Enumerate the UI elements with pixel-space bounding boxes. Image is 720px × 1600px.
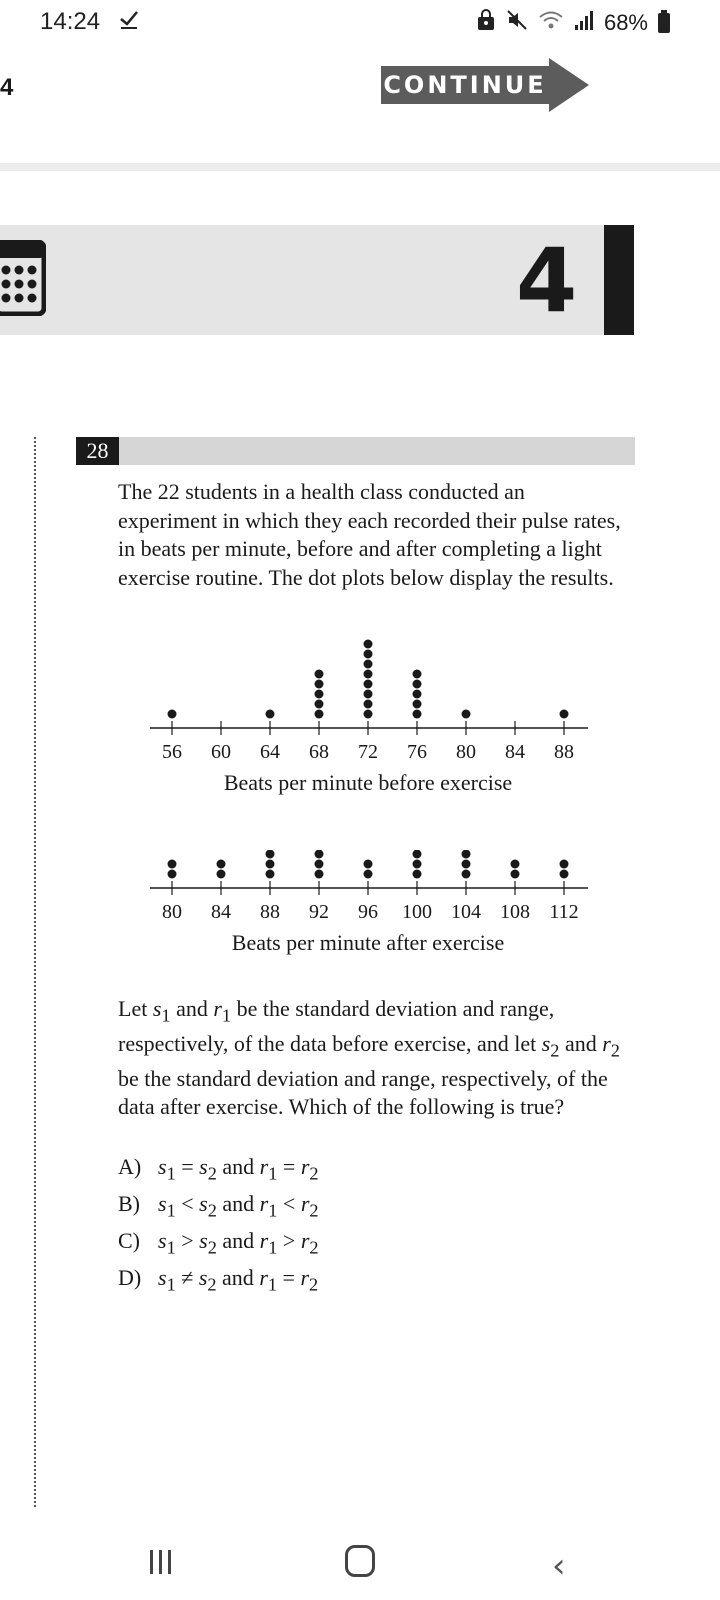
text-fragment: = [175, 1154, 200, 1179]
data-dot [462, 860, 471, 869]
data-dot [168, 710, 177, 719]
data-dot [315, 710, 324, 719]
std-dev-symbol: s [199, 1228, 208, 1253]
data-dot [364, 700, 373, 709]
subscript: 2 [550, 1040, 560, 1061]
range-symbol: r [213, 996, 222, 1021]
choice-letter: C) [118, 1228, 140, 1253]
recent-apps-icon[interactable] [148, 1548, 174, 1576]
battery-icon [658, 13, 670, 33]
tick-label: 72 [358, 741, 378, 763]
data-dot [364, 670, 373, 679]
std-dev-symbol: s [152, 996, 162, 1021]
tick-label: 84 [211, 901, 231, 923]
subscript: 1 [166, 1274, 176, 1295]
text-fragment: and [170, 996, 214, 1021]
data-dot [266, 860, 275, 869]
subscript: 1 [221, 1005, 232, 1026]
x-axis-title: Beats per minute after exercise [231, 930, 505, 955]
tick-label: 60 [211, 741, 231, 763]
status-time: 14:24 [40, 8, 101, 35]
data-dot [364, 650, 373, 659]
battery-level: 68% [603, 10, 648, 35]
range-symbol: r [602, 1030, 611, 1056]
x-axis-title: Beats per minute before exercise [223, 770, 513, 795]
std-dev-symbol: s [158, 1154, 167, 1179]
banner-bar [604, 225, 634, 335]
subscript: 1 [166, 1163, 176, 1184]
tick-label: 88 [260, 901, 280, 923]
subscript: 2 [207, 1237, 217, 1258]
dot-plot-before [150, 630, 610, 810]
lock-icon [476, 9, 496, 37]
text-fragment: and [216, 1191, 260, 1216]
data-dot [315, 860, 324, 869]
divider [0, 163, 720, 171]
continue-button[interactable]: CONTINUE [381, 66, 549, 104]
tick-label: 76 [407, 741, 427, 763]
data-dot [217, 870, 226, 879]
data-dot [217, 860, 226, 869]
tick-label: 56 [162, 741, 182, 763]
data-dot [315, 670, 324, 679]
std-dev-symbol: s [198, 1265, 208, 1290]
dot-plot-after [150, 850, 610, 970]
text-fragment: and [559, 1030, 603, 1056]
calculator-icon [0, 240, 46, 316]
subscript: 1 [166, 1237, 176, 1258]
data-dot [413, 710, 422, 719]
text-fragment: < [175, 1191, 200, 1216]
question-header [76, 437, 635, 465]
tick-label: 108 [500, 901, 530, 923]
text-fragment: and [216, 1228, 260, 1253]
text-fragment: Let [118, 996, 153, 1021]
choice-letter: A) [118, 1154, 142, 1179]
std-dev-symbol: s [158, 1228, 167, 1253]
std-dev-symbol: s [199, 1154, 208, 1179]
dotted-divider [34, 437, 36, 1507]
tick-label: 68 [309, 741, 329, 763]
data-dot [364, 710, 373, 719]
std-dev-symbol: s [158, 1265, 167, 1290]
question-prompt: The 22 students in a health class conducted an experiment in which they each recorded their pulse rates, in beats per minute, before and after completing a light exercise routine. The dot plots below display the results. [118, 479, 621, 590]
text-fragment: be the standard deviation and range, respectively, of the data after exercise. Which of the following is true? [118, 1065, 608, 1120]
data-dot [315, 690, 324, 699]
data-dot [364, 640, 373, 649]
data-dot [315, 850, 324, 859]
text-fragment: < [277, 1191, 301, 1216]
data-dot [315, 870, 324, 879]
section-number: 4 [0, 74, 14, 101]
data-dot [364, 870, 373, 879]
range-symbol: r [259, 1191, 269, 1216]
back-icon[interactable]: ‹ [552, 1546, 566, 1586]
range-symbol: r [259, 1228, 269, 1253]
subscript: 2 [207, 1274, 217, 1295]
data-dot [266, 870, 275, 879]
data-dot [364, 860, 373, 869]
mute-icon [506, 9, 528, 37]
data-dot [315, 700, 324, 709]
subscript: 2 [309, 1274, 319, 1295]
wifi-icon [538, 9, 564, 37]
subscript: 1 [268, 1163, 278, 1184]
answer-choice[interactable] [118, 1154, 319, 1191]
text-fragment: and [216, 1265, 260, 1290]
text-fragment: > [277, 1228, 301, 1253]
tick-label: 112 [549, 901, 579, 923]
data-dot [364, 690, 373, 699]
subscript: 1 [268, 1237, 278, 1258]
data-dot [413, 670, 422, 679]
text-fragment: > [175, 1228, 200, 1253]
tick-label: 96 [358, 901, 378, 923]
home-icon[interactable] [345, 1545, 375, 1577]
data-dot [560, 860, 569, 869]
data-dot [168, 860, 177, 869]
data-dot [266, 850, 275, 859]
text-fragment: ≠ [175, 1265, 199, 1290]
range-symbol: r [300, 1191, 310, 1216]
text-fragment: = [277, 1154, 301, 1179]
data-dot [413, 870, 422, 879]
data-dot [511, 860, 520, 869]
range-symbol: r [300, 1265, 310, 1290]
question-number: 28 [76, 437, 119, 465]
data-dot [462, 710, 471, 719]
answer-choices [118, 1154, 319, 1302]
data-dot [413, 700, 422, 709]
subscript: 1 [166, 1200, 176, 1221]
subscript: 2 [207, 1163, 217, 1184]
answer-choice[interactable] [118, 1228, 319, 1265]
section-number-large: 4 [516, 229, 578, 332]
subscript: 2 [309, 1200, 319, 1221]
data-dot [560, 870, 569, 879]
range-symbol: r [259, 1154, 269, 1179]
range-symbol: r [300, 1228, 310, 1253]
data-dot [511, 870, 520, 879]
data-dot [364, 660, 373, 669]
tick-label: 100 [402, 901, 432, 923]
choice-letter: B) [118, 1191, 140, 1216]
data-dot [462, 870, 471, 879]
answer-choice[interactable] [118, 1191, 319, 1228]
std-dev-symbol: s [199, 1191, 208, 1216]
status-icons [476, 9, 670, 37]
std-dev-symbol: s [158, 1191, 167, 1216]
answer-choice[interactable] [118, 1265, 319, 1302]
subscript: 2 [207, 1200, 217, 1221]
data-dot [315, 680, 324, 689]
question-followup [118, 995, 628, 1122]
subscript: 1 [268, 1200, 278, 1221]
choice-letter: D) [118, 1265, 142, 1290]
tick-label: 64 [260, 741, 280, 763]
data-dot [413, 680, 422, 689]
text-fragment: be the standard deviation and range, respectively, of the data before exercise, and let [118, 996, 555, 1056]
tick-label: 84 [505, 741, 525, 763]
range-symbol: r [259, 1265, 268, 1290]
choice-text [158, 1154, 319, 1191]
subscript: 2 [610, 1040, 620, 1061]
data-dot [266, 710, 275, 719]
range-symbol: r [300, 1154, 310, 1179]
data-dot [168, 870, 177, 879]
tick-label: 88 [554, 741, 574, 763]
text-fragment: and [216, 1154, 260, 1179]
tick-label: 80 [162, 901, 182, 923]
signal-icon [574, 9, 594, 37]
data-dot [413, 850, 422, 859]
subscript: 2 [309, 1163, 319, 1184]
subscript: 1 [161, 1005, 171, 1026]
tick-label: 92 [309, 901, 329, 923]
tick-label: 104 [451, 901, 481, 923]
subscript: 1 [267, 1274, 278, 1295]
status-bar [0, 0, 720, 46]
data-dot [413, 690, 422, 699]
text-fragment: = [277, 1265, 301, 1290]
tick-label: 80 [456, 741, 476, 763]
data-dot [560, 710, 569, 719]
std-dev-symbol: s [541, 1030, 551, 1056]
download-done-icon [118, 8, 140, 36]
choice-text [158, 1191, 319, 1228]
top-bar [0, 46, 720, 164]
data-dot [364, 680, 373, 689]
choice-text [158, 1228, 319, 1265]
choice-text [158, 1265, 318, 1302]
continue-arrow-icon[interactable] [549, 58, 589, 112]
data-dot [462, 850, 471, 859]
data-dot [413, 860, 422, 869]
subscript: 2 [309, 1237, 319, 1258]
